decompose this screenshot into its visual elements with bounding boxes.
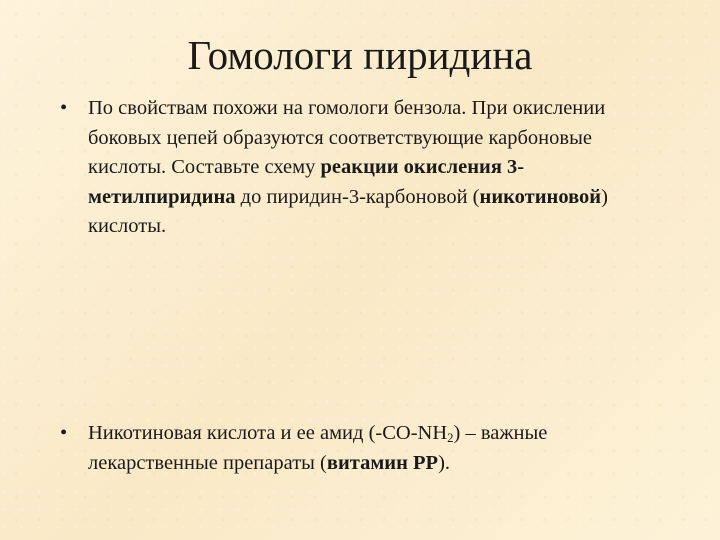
- bullet-item-nicotinic-acid: [60, 419, 660, 478]
- bullet-text: ).: [438, 451, 451, 474]
- slide-title: Гомологи пиридина: [187, 32, 533, 78]
- bullet-text: ) – важные лекарственные препараты (: [88, 422, 548, 474]
- bold-term-nicotinic: никотиновой: [479, 185, 602, 208]
- bold-term-vitamin: витамин РР: [326, 451, 439, 474]
- bullet-text: ) кислоты.: [88, 185, 608, 237]
- bullet-dot: •: [60, 97, 68, 119]
- bullet-dot: •: [60, 422, 68, 444]
- bullet-text: до пиридин-3-карбоновой (: [235, 185, 480, 208]
- bullet-item-homologs: [60, 94, 660, 242]
- subscript-2: 2: [447, 431, 454, 446]
- bold-term-oxidation: реакции окисления 3-метилпиридина: [88, 156, 525, 208]
- bullet-text: Никотиновая кислота и ее амид (-CO-NH: [88, 422, 448, 444]
- bullet-text: По свойствам похожи на гомологи бензола. При окислении боковых цепей образуются соответствующие карбоновые кислоты. Составьте схему: [88, 97, 606, 178]
